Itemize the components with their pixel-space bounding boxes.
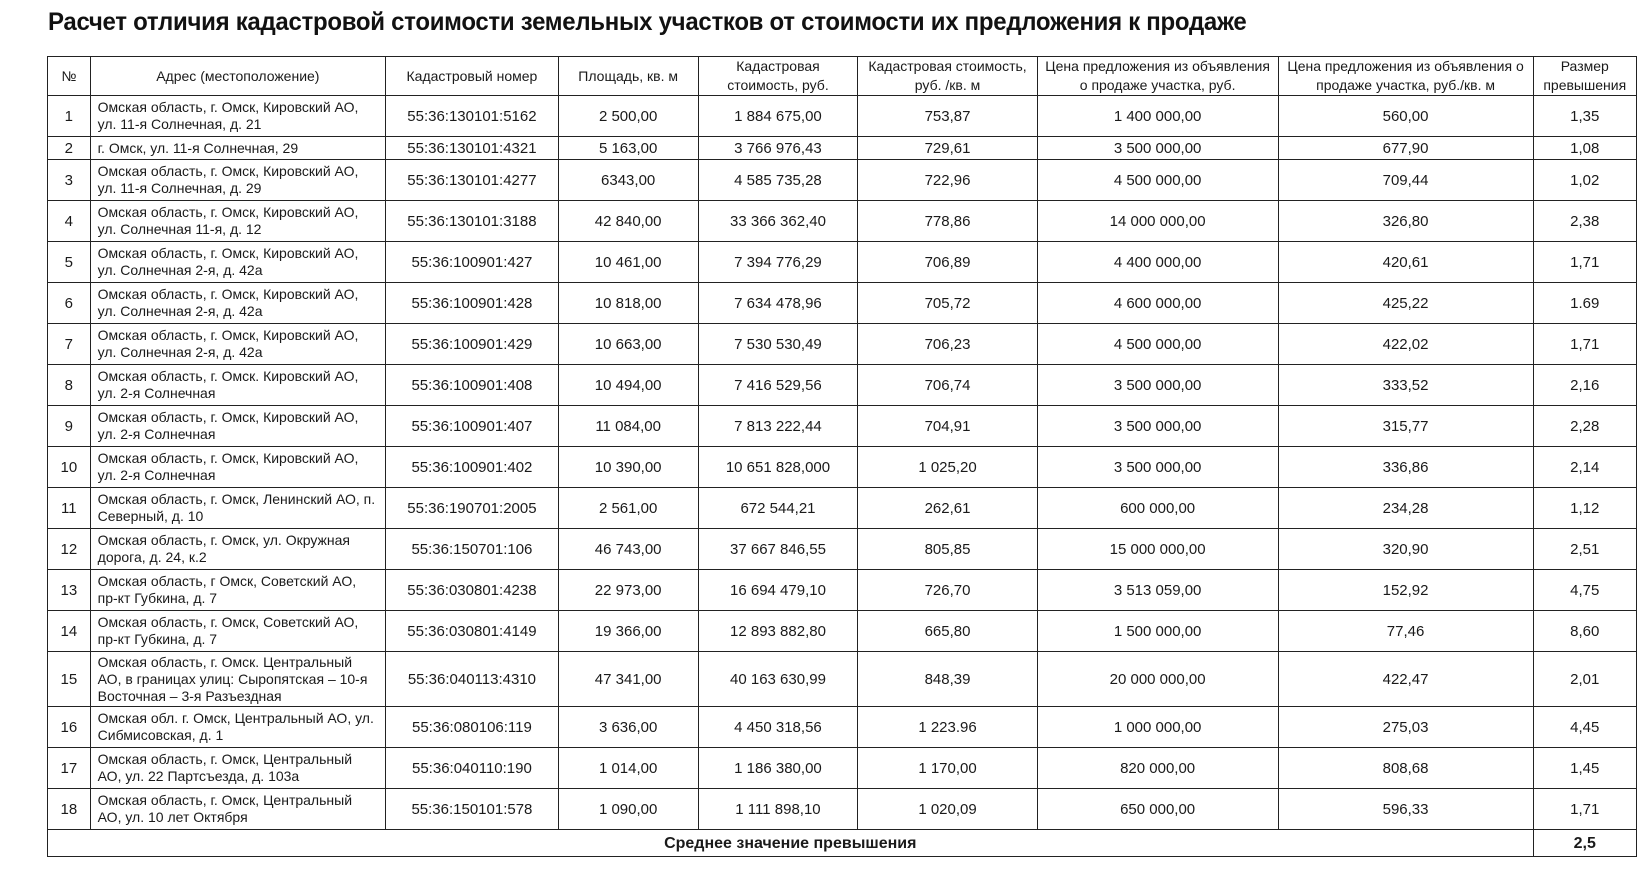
row-cadastral-number: 55:36:030801:4149 xyxy=(386,611,559,652)
row-cadastral-cost-per-m2: 262,61 xyxy=(858,488,1037,529)
row-number: 11 xyxy=(48,488,91,529)
row-address: Омская область, г. Омск, Кировский АО, ул. 2-я Солнечная xyxy=(90,406,385,447)
row-offer-price-per-m2: 234,28 xyxy=(1278,488,1533,529)
row-cadastral-cost: 40 163 630,99 xyxy=(698,652,858,707)
row-area: 46 743,00 xyxy=(558,529,698,570)
row-excess-ratio: 1,45 xyxy=(1533,748,1637,789)
row-offer-price: 820 000,00 xyxy=(1037,748,1278,789)
average-label: Среднее значение превышения xyxy=(48,830,1534,857)
row-area: 10 818,00 xyxy=(558,283,698,324)
row-cadastral-number: 55:36:040110:190 xyxy=(386,748,559,789)
row-area: 1 090,00 xyxy=(558,789,698,830)
row-offer-price-per-m2: 333,52 xyxy=(1278,365,1533,406)
row-cadastral-cost-per-m2: 706,89 xyxy=(858,242,1037,283)
row-number: 5 xyxy=(48,242,91,283)
row-area: 3 636,00 xyxy=(558,707,698,748)
row-area: 10 663,00 xyxy=(558,324,698,365)
row-offer-price: 3 500 000,00 xyxy=(1037,365,1278,406)
row-excess-ratio: 2,28 xyxy=(1533,406,1637,447)
row-address: Омская область, г. Омск, Кировский АО, ул. 2-я Солнечная xyxy=(90,447,385,488)
row-offer-price: 14 000 000,00 xyxy=(1037,201,1278,242)
row-offer-price-per-m2: 420,61 xyxy=(1278,242,1533,283)
row-excess-ratio: 2,01 xyxy=(1533,652,1637,707)
row-cadastral-number: 55:36:190701:2005 xyxy=(386,488,559,529)
table-row xyxy=(48,611,1637,652)
row-excess-ratio: 1,08 xyxy=(1533,137,1637,160)
row-number: 15 xyxy=(48,652,91,707)
row-cadastral-number: 55:36:030801:4238 xyxy=(386,570,559,611)
row-cadastral-cost: 12 893 882,80 xyxy=(698,611,858,652)
table-row xyxy=(48,324,1637,365)
row-area: 42 840,00 xyxy=(558,201,698,242)
header-offer-price: Цена предложения из объявления о продаже участка, руб. xyxy=(1037,57,1278,96)
row-cadastral-cost: 7 416 529,56 xyxy=(698,365,858,406)
row-address: Омская область, г. Омск, Кировский АО, ул. Солнечная 2-я, д. 42а xyxy=(90,324,385,365)
row-address: Омская область, г Омск, Советский АО, пр-кт Губкина, д. 7 xyxy=(90,570,385,611)
row-cadastral-cost-per-m2: 753,87 xyxy=(858,96,1037,137)
row-address: Омская область, г. Омск, Кировский АО, ул. 11-я Солнечная, д. 21 xyxy=(90,96,385,137)
row-offer-price-per-m2: 275,03 xyxy=(1278,707,1533,748)
header-cadastral-cost-per-m2: Кадастровая стоимость, руб. /кв. м xyxy=(858,57,1037,96)
row-cadastral-number: 55:36:150701:106 xyxy=(386,529,559,570)
row-address: Омская область, г. Омск, ул. Окружная дорога, д. 24, к.2 xyxy=(90,529,385,570)
row-offer-price-per-m2: 315,77 xyxy=(1278,406,1533,447)
row-cadastral-cost-per-m2: 1 020,09 xyxy=(858,789,1037,830)
row-area: 1 014,00 xyxy=(558,748,698,789)
row-excess-ratio: 4,45 xyxy=(1533,707,1637,748)
row-address: Омская область, г. Омск, Центральный АО, ул. 22 Партсъезда, д. 103а xyxy=(90,748,385,789)
header-offer-price-per-m2: Цена предложения из объявления о продаже участка, руб./кв. м xyxy=(1278,57,1533,96)
row-offer-price: 4 500 000,00 xyxy=(1037,324,1278,365)
row-cadastral-cost-per-m2: 778,86 xyxy=(858,201,1037,242)
row-cadastral-cost-per-m2: 848,39 xyxy=(858,652,1037,707)
row-area: 2 500,00 xyxy=(558,96,698,137)
table-row xyxy=(48,652,1637,707)
table-row xyxy=(48,365,1637,406)
row-cadastral-cost: 7 530 530,49 xyxy=(698,324,858,365)
row-cadastral-cost-per-m2: 706,74 xyxy=(858,365,1037,406)
row-cadastral-cost-per-m2: 1 170,00 xyxy=(858,748,1037,789)
row-offer-price-per-m2: 808,68 xyxy=(1278,748,1533,789)
row-cadastral-cost-per-m2: 706,23 xyxy=(858,324,1037,365)
row-excess-ratio: 8,60 xyxy=(1533,611,1637,652)
row-cadastral-cost-per-m2: 704,91 xyxy=(858,406,1037,447)
table-row xyxy=(48,570,1637,611)
row-cadastral-number: 55:36:100901:427 xyxy=(386,242,559,283)
row-offer-price-per-m2: 152,92 xyxy=(1278,570,1533,611)
row-excess-ratio: 2,51 xyxy=(1533,529,1637,570)
row-number: 3 xyxy=(48,160,91,201)
row-area: 10 494,00 xyxy=(558,365,698,406)
row-cadastral-cost: 10 651 828,000 xyxy=(698,447,858,488)
row-number: 10 xyxy=(48,447,91,488)
row-number: 18 xyxy=(48,789,91,830)
table-row xyxy=(48,447,1637,488)
row-offer-price-per-m2: 336,86 xyxy=(1278,447,1533,488)
row-area: 10 461,00 xyxy=(558,242,698,283)
header-address: Адрес (местоположение) xyxy=(90,57,385,96)
row-offer-price-per-m2: 320,90 xyxy=(1278,529,1533,570)
row-area: 19 366,00 xyxy=(558,611,698,652)
row-area: 11 084,00 xyxy=(558,406,698,447)
average-value: 2,5 xyxy=(1533,830,1637,857)
row-number: 8 xyxy=(48,365,91,406)
row-offer-price: 1 500 000,00 xyxy=(1037,611,1278,652)
page-title: Расчет отличия кадастровой стоимости земельных участков от стоимости их предложения к продаже xyxy=(48,8,1247,36)
table-row xyxy=(48,748,1637,789)
row-excess-ratio: 1,71 xyxy=(1533,789,1637,830)
row-cadastral-number: 55:36:130101:5162 xyxy=(386,96,559,137)
row-address: Омская область, г. Омск, Советский АО, пр-кт Губкина, д. 7 xyxy=(90,611,385,652)
cadastral-table xyxy=(47,56,1637,857)
row-number: 12 xyxy=(48,529,91,570)
row-address: Омская область, г. Омск, Центральный АО, ул. 10 лет Октября xyxy=(90,789,385,830)
row-area: 22 973,00 xyxy=(558,570,698,611)
table-row xyxy=(48,406,1637,447)
row-number: 2 xyxy=(48,137,91,160)
row-offer-price: 20 000 000,00 xyxy=(1037,652,1278,707)
row-cadastral-number: 55:36:100901:429 xyxy=(386,324,559,365)
row-excess-ratio: 1,71 xyxy=(1533,242,1637,283)
row-excess-ratio: 1,02 xyxy=(1533,160,1637,201)
row-offer-price-per-m2: 596,33 xyxy=(1278,789,1533,830)
row-offer-price: 650 000,00 xyxy=(1037,789,1278,830)
table-row xyxy=(48,707,1637,748)
row-cadastral-cost-per-m2: 1 025,20 xyxy=(858,447,1037,488)
row-cadastral-cost: 4 585 735,28 xyxy=(698,160,858,201)
row-address: Омская область, г. Омск. Кировский АО, ул. 2-я Солнечная xyxy=(90,365,385,406)
row-address: Омская область, г. Омск, Кировский АО, ул. 11-я Солнечная, д. 29 xyxy=(90,160,385,201)
row-offer-price-per-m2: 422,02 xyxy=(1278,324,1533,365)
row-cadastral-cost: 7 813 222,44 xyxy=(698,406,858,447)
table-row xyxy=(48,242,1637,283)
row-cadastral-number: 55:36:100901:402 xyxy=(386,447,559,488)
row-cadastral-cost: 1 111 898,10 xyxy=(698,789,858,830)
row-offer-price-per-m2: 326,80 xyxy=(1278,201,1533,242)
row-address: Омская область, г. Омск, Ленинский АО, п. Северный, д. 10 xyxy=(90,488,385,529)
row-address: Омская область, г. Омск, Кировский АО, ул. Солнечная 11-я, д. 12 xyxy=(90,201,385,242)
row-offer-price: 1 000 000,00 xyxy=(1037,707,1278,748)
row-offer-price-per-m2: 709,44 xyxy=(1278,160,1533,201)
table-body xyxy=(48,96,1637,830)
row-offer-price: 4 500 000,00 xyxy=(1037,160,1278,201)
row-cadastral-cost: 3 766 976,43 xyxy=(698,137,858,160)
row-cadastral-number: 55:36:100901:408 xyxy=(386,365,559,406)
row-cadastral-number: 55:36:150101:578 xyxy=(386,789,559,830)
row-offer-price-per-m2: 560,00 xyxy=(1278,96,1533,137)
row-cadastral-cost: 37 667 846,55 xyxy=(698,529,858,570)
table-row xyxy=(48,201,1637,242)
row-offer-price: 3 500 000,00 xyxy=(1037,137,1278,160)
table-row xyxy=(48,96,1637,137)
row-cadastral-cost: 7 394 776,29 xyxy=(698,242,858,283)
row-cadastral-cost: 7 634 478,96 xyxy=(698,283,858,324)
row-cadastral-cost-per-m2: 726,70 xyxy=(858,570,1037,611)
row-offer-price: 4 600 000,00 xyxy=(1037,283,1278,324)
table-row xyxy=(48,488,1637,529)
footer-row xyxy=(48,830,1637,857)
row-excess-ratio: 2,16 xyxy=(1533,365,1637,406)
row-cadastral-number: 55:36:130101:4277 xyxy=(386,160,559,201)
table-row xyxy=(48,160,1637,201)
header-excess-ratio: Размер превышения xyxy=(1533,57,1637,96)
row-offer-price: 4 400 000,00 xyxy=(1037,242,1278,283)
row-cadastral-number: 55:36:100901:428 xyxy=(386,283,559,324)
row-offer-price: 15 000 000,00 xyxy=(1037,529,1278,570)
row-cadastral-number: 55:36:100901:407 xyxy=(386,406,559,447)
row-area: 10 390,00 xyxy=(558,447,698,488)
row-address: Омская область, г. Омск, Кировский АО, ул. Солнечная 2-я, д. 42а xyxy=(90,242,385,283)
row-excess-ratio: 1,71 xyxy=(1533,324,1637,365)
row-excess-ratio: 2,38 xyxy=(1533,201,1637,242)
header-cadastral-number: Кадастровый номер xyxy=(386,57,559,96)
row-offer-price: 1 400 000,00 xyxy=(1037,96,1278,137)
row-cadastral-cost-per-m2: 1 223.96 xyxy=(858,707,1037,748)
row-number: 4 xyxy=(48,201,91,242)
row-cadastral-number: 55:36:130101:3188 xyxy=(386,201,559,242)
row-offer-price: 600 000,00 xyxy=(1037,488,1278,529)
row-cadastral-number: 55:36:040113:4310 xyxy=(386,652,559,707)
row-cadastral-cost: 4 450 318,56 xyxy=(698,707,858,748)
row-area: 6343,00 xyxy=(558,160,698,201)
row-excess-ratio: 1,12 xyxy=(1533,488,1637,529)
row-cadastral-cost-per-m2: 729,61 xyxy=(858,137,1037,160)
table-row xyxy=(48,137,1637,160)
row-number: 9 xyxy=(48,406,91,447)
row-area: 5 163,00 xyxy=(558,137,698,160)
row-offer-price: 3 500 000,00 xyxy=(1037,406,1278,447)
row-offer-price: 3 513 059,00 xyxy=(1037,570,1278,611)
row-number: 7 xyxy=(48,324,91,365)
row-excess-ratio: 1.69 xyxy=(1533,283,1637,324)
row-area: 47 341,00 xyxy=(558,652,698,707)
header-row xyxy=(48,57,1637,96)
row-cadastral-cost-per-m2: 665,80 xyxy=(858,611,1037,652)
row-number: 16 xyxy=(48,707,91,748)
row-address: Омская обл. г. Омск, Центральный АО, ул. Сибмисовская, д. 1 xyxy=(90,707,385,748)
row-cadastral-cost-per-m2: 722,96 xyxy=(858,160,1037,201)
header-cadastral-cost: Кадастровая стоимость, руб. xyxy=(698,57,858,96)
row-number: 13 xyxy=(48,570,91,611)
row-number: 14 xyxy=(48,611,91,652)
row-cadastral-cost-per-m2: 705,72 xyxy=(858,283,1037,324)
table-row xyxy=(48,789,1637,830)
row-address: г. Омск, ул. 11-я Солнечная, 29 xyxy=(90,137,385,160)
row-cadastral-number: 55:36:130101:4321 xyxy=(386,137,559,160)
row-offer-price: 3 500 000,00 xyxy=(1037,447,1278,488)
table-row xyxy=(48,283,1637,324)
row-cadastral-number: 55:36:080106:119 xyxy=(386,707,559,748)
row-cadastral-cost: 1 186 380,00 xyxy=(698,748,858,789)
row-number: 17 xyxy=(48,748,91,789)
row-number: 1 xyxy=(48,96,91,137)
row-offer-price-per-m2: 425,22 xyxy=(1278,283,1533,324)
table-row xyxy=(48,529,1637,570)
row-cadastral-cost: 33 366 362,40 xyxy=(698,201,858,242)
row-cadastral-cost: 16 694 479,10 xyxy=(698,570,858,611)
row-excess-ratio: 2,14 xyxy=(1533,447,1637,488)
row-cadastral-cost: 1 884 675,00 xyxy=(698,96,858,137)
row-number: 6 xyxy=(48,283,91,324)
row-address: Омская область, г. Омск. Центральный АО, в границах улиц: Сыропятская – 10-я Восточная – 3-я Разъездная xyxy=(90,652,385,707)
row-cadastral-cost: 672 544,21 xyxy=(698,488,858,529)
row-excess-ratio: 1,35 xyxy=(1533,96,1637,137)
row-cadastral-cost-per-m2: 805,85 xyxy=(858,529,1037,570)
row-offer-price-per-m2: 677,90 xyxy=(1278,137,1533,160)
row-address: Омская область, г. Омск, Кировский АО, ул. Солнечная 2-я, д. 42а xyxy=(90,283,385,324)
header-number: № xyxy=(48,57,91,96)
row-area: 2 561,00 xyxy=(558,488,698,529)
row-excess-ratio: 4,75 xyxy=(1533,570,1637,611)
row-offer-price-per-m2: 77,46 xyxy=(1278,611,1533,652)
header-area: Площадь, кв. м xyxy=(558,57,698,96)
row-offer-price-per-m2: 422,47 xyxy=(1278,652,1533,707)
